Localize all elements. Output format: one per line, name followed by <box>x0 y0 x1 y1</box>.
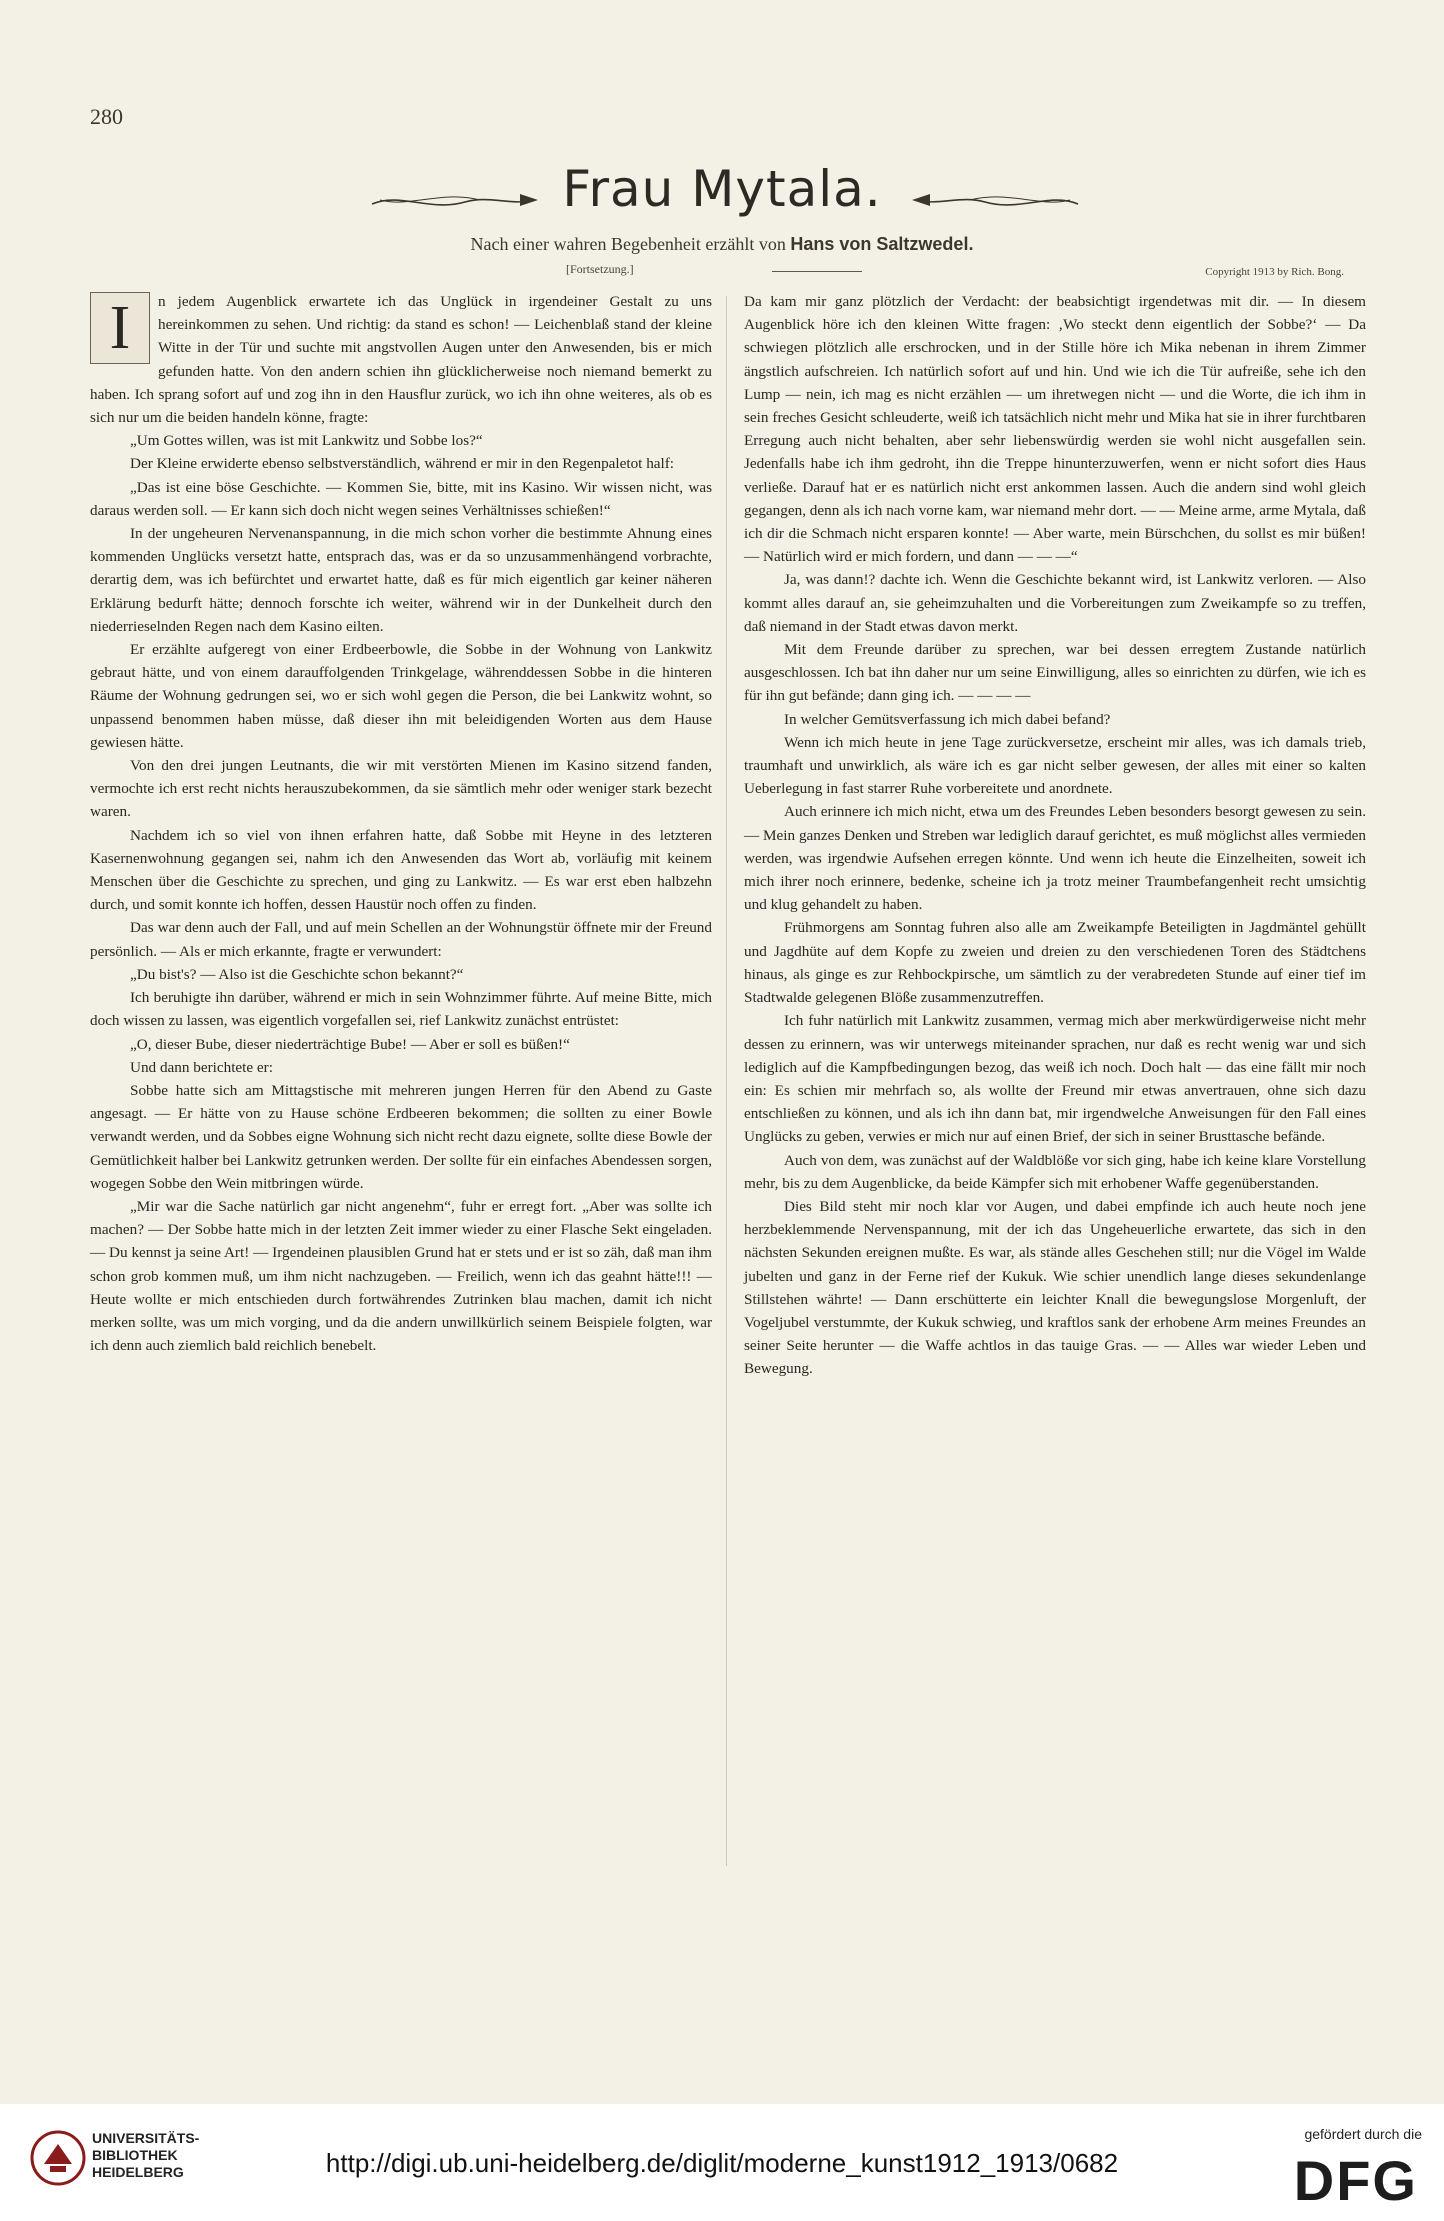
meta-row <box>90 262 1344 280</box>
paragraph: Er erzählte aufgeregt von einer Erdbeerbowle, die Sobbe in der Wohnung von Lankwitz gebraut hätte, und von einem darauffolgenden Trinkgelage, währenddessen Sobbe in die hinteren Räume der Wohnung gedrungen sei, wo er sich wohl gegen die Person, die bei Lankwitz wohnt, so unpassend benommen haben müsse, daß dieser ihn mit beleidigenden Worten aus dem Hause gewiesen hätte. <box>90 641 712 751</box>
article-subtitle <box>0 234 1444 255</box>
paragraph: Da kam mir ganz plötzlich der Verdacht: der beabsichtigt irgendetwas mit dir. — In diesem Augenblick höre ich den kleinen Witte fragen: ‚Wo steckt denn eigentlich der Sobbe?‘ — Da schwiegen plötzlich alle erschrocken, und in der Stille höre ich Mika nebenan in ihrem Zimmer ängstlich aufschreien. Ich natürlich sofort auf und hin. Und wie ich die Tür aufreiße, sehe ich den Lump — nein, ich mag es nicht erzählen — um ihretwegen nicht — und die Worte, die ich ihm in sein freches Gesicht schleuderte, weiß ich tatsächlich nicht mehr und Mika hat sie in ihrer furchtbaren Erregung auch nicht behalten, aber sehr liebenswürdig werden sie wohl nicht ausgefallen sein. Jedenfalls habe ich ihm gedroht, ihn die Treppe hinunterzuwerfen, wenn er nicht sofort dies Haus verließe. Darauf hat er es natürlich nicht erst ankommen lassen. Auch die andern sind wohl gleich gegangen, denn als ich nach vorne kam, war niemand mehr dort. — — Meine arme, arme Mytala, daß ich dir die Schmach nicht ersparen konnte! — Aber warte, mein Bürschchen, du sollst es mir büßen! — Natürlich wird er mich fordern, und dann — — —“ <box>744 293 1366 566</box>
paragraph: Und dann berichtete er: <box>130 1058 273 1076</box>
column-divider <box>726 296 727 1866</box>
paragraph: „Du bist's? — Also ist die Geschichte schon bekannt?“ <box>130 965 464 983</box>
author-name: Hans von Saltzwedel. <box>790 234 974 254</box>
paragraph-text: n jedem Augenblick erwartete ich das Unglück in irgendeiner Gestalt zu uns hereinkommen zu sehen. Und richtig: da stand es schon! — Leichenblaß stand der kleine Witte in der Tür und suchte mit angstvollen Augen unter den Anwesenden, bis er mich gefunden hatte. Von den andern schien ihn glücklicherweise noch niemand bemerkt zu haben. Ich sprang sofort auf und zog ihn in den Hausflur zurück, wo ich ihn ohne weiteres, als ob es sich nur um die beiden handeln könne, fragte: <box>90 293 712 427</box>
dropcap-initial: I <box>90 292 150 364</box>
funding-caption: gefördert durch die <box>1304 2126 1422 2142</box>
university-line: BIBLIOTHEK <box>92 2147 178 2163</box>
paragraph: Der Kleine erwiderte ebenso selbstverständlich, während er mir in den Regenpaletot half: <box>130 455 675 473</box>
article-title: Frau Mytala. <box>562 160 882 218</box>
paragraph: In der ungeheuren Nervenanspannung, in die mich schon vorher die bestimmte Ahnung eines kommenden Unglücks versetzt hatte, entsprach das, was er da so unzusammenhängend vorbrachte, derartig dem, was ich befürchtet und erwartet hatte, daß es für mich eigentlich gar keiner näheren Erklärung bedurft hätte; dennoch forschte ich weiter, während wir in der Dunkelheit durch den niederrieselnden Regen nach dem Kasino eilten. <box>90 525 712 635</box>
paragraph: Ich fuhr natürlich mit Lankwitz zusammen, vermag mich aber merkwürdigerweise nicht mehr dessen zu erinnern, was wir unterwegs miteinander sprachen, nur daß es recht wenig war und sich lediglich auf die Kampfbedingungen bezog, das weiß ich noch. Doch halt — das eine fällt mir noch ein: Es schien mir mehrfach so, als wollte der Freund mir etwas anvertrauen, ohne sich dazu entschließen zu können, und als ich ihn dann bat, mir irgendwelche Anweisungen für den Fall eines Unglücks zu geben, verwies er mich nur auf einen Brief, der sich in seiner Brusttasche befände. <box>744 1012 1366 1146</box>
paragraph: „Um Gottes willen, was ist mit Lankwitz und Sobbe los?“ <box>130 432 483 450</box>
subtitle-prefix: Nach einer wahren Begebenheit erzählt von <box>470 234 786 254</box>
paragraph: Das war denn auch der Fall, und auf mein Schellen an der Wohnungstür öffnete mir der Freund persönlich. — Als er mich erkannte, fragte er verwundert: <box>90 919 712 960</box>
paragraph: Ich beruhigte ihn darüber, während er mich in sein Wohnzimmer führte. Auf meine Bitte, mich doch wissen zu lassen, was eigentlich vorgefallen sei, rief Lankwitz zunächst entrüstet: <box>90 989 712 1030</box>
right-text-column <box>744 290 1366 1381</box>
paragraph: Auch erinnere ich mich nicht, etwa um des Freundes Leben besonders besorgt gewesen zu sein. — Mein ganzes Denken und Streben war lediglich darauf gerichtet, es muß möglichst alles vermieden werden, was irgendwie Aufsehen erregen könnte. Und wenn ich heute die Einzelheiten, soweit ich mich ihrer noch erinnere, bedenke, scheine ich ja trotz meiner Traumbefangenheit recht umsichtig und klug gehandelt zu haben. <box>744 803 1366 914</box>
paragraph: Frühmorgens am Sonntag fuhren also alle am Zweikampfe Beteiligten in Jagdmäntel gehüllt und Jagdhüte auf dem Kopfe zu zweien und dreien zu den verschiedenen Toren des Städtchens hinaus, als ginge es zur Rehbockpirsche, um sämtlich zu der verabredeten Stunde auf einer tief im Stadtwalde gelegenen Blöße zusammenzutreffen. <box>744 919 1366 1007</box>
paragraph: Sobbe hatte sich am Mittagstische mit mehreren jungen Herren für den Abend zu Gaste angesagt. — Er hätte von zu Hause schöne Erdbeeren bekommen; die sollten zu einer Bowle verwandt werden, und da Sobbes eigne Wohnung sich nicht recht dazu eignete, sollte diese Bowle der Gemütlichkeit halber bei Lankwitz getrunken werden. Der sollte für ein einfaches Abendessen sorgen, wogegen Sobbe den Wein mitbringen würde. <box>90 1081 712 1192</box>
paragraph: „Das ist eine böse Geschichte. — Kommen Sie, bitte, mit ins Kasino. Wir wissen nicht, was daraus werden soll. — Er kann sich doch nicht wegen seines Verhältnisses schießen!“ <box>90 478 712 519</box>
paragraph: Dies Bild steht mir noch klar vor Augen, und dabei empfinde ich auch heute noch jene herzbeklemmende Nervenspannung, mit der ich das Ungeheuerliche erwartete, das sich in den nächsten Sekunden ereignen mußte. Es war, als stände alles Geschehen still; nur die Vögel im Walde jubelten und ganz in der Ferne rief der Kukuk. Wie schier unendlich lange dieses sekundenlange Stillstehen währte! — Dann erschütterte ein leichter Knall die bewegungslose Morgenluft, der Vogeljubel verstummte, der Kukuk schwieg, und kraftlos sank der erhobene Arm meines Freundes an seiner Seite herunter — die Waffe achtlos in das tauige Gras. — — Alles war wieder Leben und Bewegung. <box>744 1197 1366 1378</box>
title-row <box>0 160 1444 220</box>
paragraph: Von den drei jungen Leutnants, die wir mit verstörten Mienen im Kasino sitzend fanden, vermochte ich erst recht nichts herauszubekommen, da sie sämtlich mehr oder weniger stark bezecht waren. <box>90 757 712 821</box>
meta-divider <box>772 271 862 272</box>
paragraph: Mit dem Freunde darüber zu sprechen, war bei dessen erregtem Zustande natürlich ausgeschlossen. Ich bat ihn daher nur um seine Einwilligung, alles so einrichten zu dürfen, wie ich es für ihn gut befände; dann ging ich. — — — — <box>744 641 1366 705</box>
paragraph: In welcher Gemütsverfassung ich mich dabei befand? <box>784 710 1111 728</box>
paragraph: „Mir war die Sache natürlich gar nicht angenehm“, fuhr er erregt fort. „Aber was sollte ich machen? — Der Sobbe hatte mich in der letzten Zeit immer wieder zu einer Flasche Sekt eingeladen. — Du kennst ja seine Art! — Irgendeinen plausiblen Grund hat er stets und er ist so zäh, daß man ihm schon grob kommen muß, um ihm nicht nachzugeben. — Freilich, wenn ich das geahnt hätte!!! — Heute wollte er mich entschieden durch fortwährendes Zutrinken blau machen, damit ich nicht merken sollte, was um mich vorging, und da die andern unwillkürlich seinem Beispiele folgten, war ich denn auch ziemlich bald reichlich benebelt. <box>90 1197 712 1355</box>
page-number: 280 <box>90 104 123 129</box>
continuation-note: [Fortsetzung.] <box>566 262 634 276</box>
left-text-column <box>90 290 712 1357</box>
paragraph <box>90 290 712 429</box>
paragraph: Ja, was dann!? dachte ich. Wenn die Geschichte bekannt wird, ist Lankwitz verloren. — Also kommt alles darauf an, sie geheimzuhalten und die Vorbereitungen zum Zweikampfe so zu treffen, daß niemand in der Stadt etwas davon merkt. <box>744 571 1366 635</box>
university-line: HEIDELBERG <box>92 2164 184 2180</box>
paragraph: „O, dieser Bube, dieser niederträchtige Bube! — Aber er soll es büßen!“ <box>130 1035 570 1053</box>
dfg-logo: DFG <box>1293 2149 1418 2212</box>
right-flourish-ornament <box>910 186 1080 216</box>
permalink-url[interactable]: http://digi.ub.uni-heidelberg.de/diglit/moderne_kunst1912_1913/0682 <box>325 2148 1119 2178</box>
copyright-note: Copyright 1913 by Rich. Bong. <box>1205 266 1344 278</box>
paragraph: Wenn ich mich heute in jene Tage zurückversetze, erscheint mir alles, was ich damals trieb, traumhaft und unwirklich, als wäre ich es gar nicht selber gewesen, der alles mit einer so kalten Ueberlegung in fast starrer Ruhe vorbereitete und anordnete. <box>744 733 1366 798</box>
paragraph: Auch von dem, was zunächst auf der Waldblöße vor sich ging, habe ich keine klare Vorstellung mehr, bis zu dem Augenblicke, da beide Kämpfer sich mit erhobener Waffe gegenüberstanden. <box>744 1151 1366 1192</box>
paragraph: Nachdem ich so viel von ihnen erfahren hatte, daß Sobbe mit Heyne in des letzteren Kasernenwohnung gegangen sei, nahm ich den Anwesenden das Wort ab, vorläufig mit keinem Menschen über die Geschichte zu sprechen, und ging zu Lankwitz. — Es war erst eben halbzehn durch, und somit konnte ich hoffen, dessen Haustür noch offen zu finden. <box>90 826 712 914</box>
footer-bar <box>0 2104 1444 2221</box>
university-line: UNIVERSITÄTS- <box>92 2130 200 2146</box>
